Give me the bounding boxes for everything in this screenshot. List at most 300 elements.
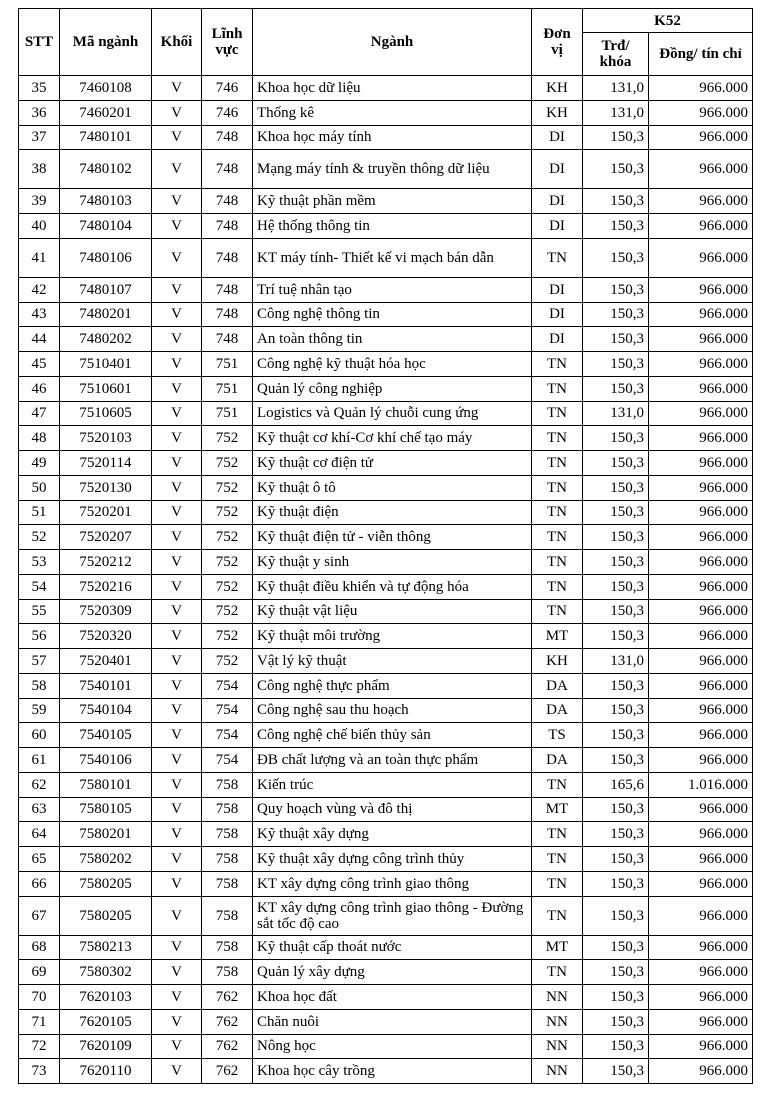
cell-nganh: Kỹ thuật cơ khí-Cơ khí chế tạo máy bbox=[253, 426, 532, 451]
table-row bbox=[19, 1034, 753, 1059]
header-khoi: Khối bbox=[152, 9, 202, 76]
cell-don-vi: DI bbox=[532, 277, 583, 302]
cell-trd-khoa: 150,3 bbox=[583, 238, 649, 277]
cell-khoi: V bbox=[152, 847, 202, 872]
cell-khoi: V bbox=[152, 214, 202, 239]
cell-dong-tin-chi: 966.000 bbox=[649, 935, 753, 960]
cell-trd-khoa: 150,3 bbox=[583, 125, 649, 150]
header-nganh: Ngành bbox=[253, 9, 532, 76]
header-group: K52 bbox=[583, 9, 753, 33]
cell-khoi: V bbox=[152, 822, 202, 847]
cell-trd-khoa: 150,3 bbox=[583, 698, 649, 723]
cell-don-vi: TN bbox=[532, 376, 583, 401]
cell-stt: 38 bbox=[19, 150, 60, 189]
cell-trd-khoa: 131,0 bbox=[583, 76, 649, 101]
cell-nganh: Công nghệ kỹ thuật hóa học bbox=[253, 352, 532, 377]
cell-linh-vuc: 758 bbox=[202, 822, 253, 847]
cell-stt: 50 bbox=[19, 475, 60, 500]
cell-stt: 68 bbox=[19, 935, 60, 960]
cell-nganh: Công nghệ sau thu hoạch bbox=[253, 698, 532, 723]
cell-ma-nganh: 7520320 bbox=[60, 624, 152, 649]
cell-khoi: V bbox=[152, 1034, 202, 1059]
cell-dong-tin-chi: 966.000 bbox=[649, 871, 753, 896]
header-stt: STT bbox=[19, 9, 60, 76]
cell-stt: 43 bbox=[19, 302, 60, 327]
cell-nganh: Nông học bbox=[253, 1034, 532, 1059]
cell-nganh: Kỹ thuật vật liệu bbox=[253, 599, 532, 624]
cell-nganh: Kỹ thuật xây dựng công trình thủy bbox=[253, 847, 532, 872]
cell-dong-tin-chi: 966.000 bbox=[649, 376, 753, 401]
table-row bbox=[19, 624, 753, 649]
cell-dong-tin-chi: 966.000 bbox=[649, 797, 753, 822]
cell-ma-nganh: 7580101 bbox=[60, 772, 152, 797]
table-row bbox=[19, 673, 753, 698]
cell-linh-vuc: 758 bbox=[202, 935, 253, 960]
cell-stt: 71 bbox=[19, 1009, 60, 1034]
cell-linh-vuc: 752 bbox=[202, 624, 253, 649]
cell-don-vi: DI bbox=[532, 302, 583, 327]
cell-ma-nganh: 7480106 bbox=[60, 238, 152, 277]
cell-trd-khoa: 150,3 bbox=[583, 723, 649, 748]
cell-stt: 63 bbox=[19, 797, 60, 822]
cell-stt: 48 bbox=[19, 426, 60, 451]
cell-don-vi: NN bbox=[532, 1034, 583, 1059]
cell-dong-tin-chi: 966.000 bbox=[649, 624, 753, 649]
cell-khoi: V bbox=[152, 896, 202, 935]
cell-linh-vuc: 752 bbox=[202, 451, 253, 476]
cell-dong-tin-chi: 966.000 bbox=[649, 125, 753, 150]
table-row bbox=[19, 475, 753, 500]
cell-trd-khoa: 150,3 bbox=[583, 352, 649, 377]
cell-khoi: V bbox=[152, 302, 202, 327]
cell-linh-vuc: 754 bbox=[202, 698, 253, 723]
cell-trd-khoa: 150,3 bbox=[583, 376, 649, 401]
cell-trd-khoa: 150,3 bbox=[583, 550, 649, 575]
cell-linh-vuc: 752 bbox=[202, 649, 253, 674]
cell-don-vi: NN bbox=[532, 985, 583, 1010]
cell-stt: 46 bbox=[19, 376, 60, 401]
cell-ma-nganh: 7480102 bbox=[60, 150, 152, 189]
cell-ma-nganh: 7520401 bbox=[60, 649, 152, 674]
cell-trd-khoa: 150,3 bbox=[583, 871, 649, 896]
cell-stt: 57 bbox=[19, 649, 60, 674]
cell-dong-tin-chi: 966.000 bbox=[649, 723, 753, 748]
cell-khoi: V bbox=[152, 150, 202, 189]
cell-ma-nganh: 7520201 bbox=[60, 500, 152, 525]
cell-don-vi: TN bbox=[532, 550, 583, 575]
table-row bbox=[19, 302, 753, 327]
cell-ma-nganh: 7620103 bbox=[60, 985, 152, 1010]
cell-khoi: V bbox=[152, 935, 202, 960]
cell-ma-nganh: 7540105 bbox=[60, 723, 152, 748]
cell-linh-vuc: 752 bbox=[202, 525, 253, 550]
table-row bbox=[19, 649, 753, 674]
cell-nganh: Kiến trúc bbox=[253, 772, 532, 797]
table-row bbox=[19, 500, 753, 525]
cell-nganh: Trí tuệ nhân tạo bbox=[253, 277, 532, 302]
cell-dong-tin-chi: 966.000 bbox=[649, 599, 753, 624]
cell-stt: 49 bbox=[19, 451, 60, 476]
cell-ma-nganh: 7580202 bbox=[60, 847, 152, 872]
cell-nganh: Kỹ thuật y sinh bbox=[253, 550, 532, 575]
cell-khoi: V bbox=[152, 352, 202, 377]
cell-trd-khoa: 150,3 bbox=[583, 1059, 649, 1084]
cell-dong-tin-chi: 966.000 bbox=[649, 475, 753, 500]
cell-stt: 37 bbox=[19, 125, 60, 150]
cell-ma-nganh: 7510601 bbox=[60, 376, 152, 401]
cell-don-vi: KH bbox=[532, 649, 583, 674]
cell-stt: 45 bbox=[19, 352, 60, 377]
cell-don-vi: DI bbox=[532, 189, 583, 214]
cell-dong-tin-chi: 1.016.000 bbox=[649, 772, 753, 797]
cell-nganh: Thống kê bbox=[253, 100, 532, 125]
cell-ma-nganh: 7480101 bbox=[60, 125, 152, 150]
table-row bbox=[19, 150, 753, 189]
cell-trd-khoa: 150,3 bbox=[583, 189, 649, 214]
cell-stt: 72 bbox=[19, 1034, 60, 1059]
cell-don-vi: TN bbox=[532, 525, 583, 550]
cell-linh-vuc: 754 bbox=[202, 673, 253, 698]
cell-khoi: V bbox=[152, 525, 202, 550]
table-row bbox=[19, 277, 753, 302]
cell-don-vi: TN bbox=[532, 574, 583, 599]
cell-stt: 36 bbox=[19, 100, 60, 125]
cell-don-vi: TN bbox=[532, 401, 583, 426]
cell-trd-khoa: 150,3 bbox=[583, 451, 649, 476]
table-row bbox=[19, 599, 753, 624]
cell-linh-vuc: 758 bbox=[202, 896, 253, 935]
table-row bbox=[19, 327, 753, 352]
cell-nganh: Kỹ thuật ô tô bbox=[253, 475, 532, 500]
cell-stt: 59 bbox=[19, 698, 60, 723]
table-row bbox=[19, 985, 753, 1010]
cell-trd-khoa: 150,3 bbox=[583, 1034, 649, 1059]
cell-ma-nganh: 7480103 bbox=[60, 189, 152, 214]
cell-linh-vuc: 758 bbox=[202, 797, 253, 822]
table-row bbox=[19, 401, 753, 426]
cell-ma-nganh: 7520114 bbox=[60, 451, 152, 476]
cell-dong-tin-chi: 966.000 bbox=[649, 302, 753, 327]
cell-nganh: Kỹ thuật điều khiển và tự động hóa bbox=[253, 574, 532, 599]
cell-don-vi: TN bbox=[532, 772, 583, 797]
cell-nganh: Khoa học đất bbox=[253, 985, 532, 1010]
cell-don-vi: TN bbox=[532, 500, 583, 525]
cell-dong-tin-chi: 966.000 bbox=[649, 550, 753, 575]
cell-linh-vuc: 751 bbox=[202, 376, 253, 401]
cell-linh-vuc: 762 bbox=[202, 985, 253, 1010]
cell-ma-nganh: 7580213 bbox=[60, 935, 152, 960]
cell-stt: 53 bbox=[19, 550, 60, 575]
cell-don-vi: DA bbox=[532, 748, 583, 773]
cell-dong-tin-chi: 966.000 bbox=[649, 352, 753, 377]
cell-nganh: Khoa học cây trồng bbox=[253, 1059, 532, 1084]
cell-linh-vuc: 762 bbox=[202, 1059, 253, 1084]
cell-trd-khoa: 150,3 bbox=[583, 525, 649, 550]
cell-trd-khoa: 150,3 bbox=[583, 748, 649, 773]
cell-nganh: Khoa học máy tính bbox=[253, 125, 532, 150]
cell-khoi: V bbox=[152, 401, 202, 426]
table-row bbox=[19, 376, 753, 401]
header-dong-tin-chi: Đồng/ tín chỉ bbox=[649, 33, 753, 76]
table-row bbox=[19, 772, 753, 797]
cell-stt: 67 bbox=[19, 896, 60, 935]
cell-ma-nganh: 7520130 bbox=[60, 475, 152, 500]
cell-ma-nganh: 7460201 bbox=[60, 100, 152, 125]
cell-ma-nganh: 7540106 bbox=[60, 748, 152, 773]
cell-dong-tin-chi: 966.000 bbox=[649, 985, 753, 1010]
cell-nganh: Mạng máy tính & truyền thông dữ liệu bbox=[253, 150, 532, 189]
cell-trd-khoa: 150,3 bbox=[583, 500, 649, 525]
cell-khoi: V bbox=[152, 574, 202, 599]
cell-trd-khoa: 150,3 bbox=[583, 960, 649, 985]
cell-stt: 44 bbox=[19, 327, 60, 352]
cell-nganh: Khoa học dữ liệu bbox=[253, 76, 532, 101]
cell-stt: 55 bbox=[19, 599, 60, 624]
cell-nganh: Logistics và Quản lý chuỗi cung ứng bbox=[253, 401, 532, 426]
cell-trd-khoa: 131,0 bbox=[583, 649, 649, 674]
cell-nganh: Kỹ thuật môi trường bbox=[253, 624, 532, 649]
table-row bbox=[19, 352, 753, 377]
cell-linh-vuc: 748 bbox=[202, 189, 253, 214]
cell-ma-nganh: 7520207 bbox=[60, 525, 152, 550]
table-row bbox=[19, 1059, 753, 1084]
cell-khoi: V bbox=[152, 426, 202, 451]
cell-trd-khoa: 131,0 bbox=[583, 100, 649, 125]
table-row bbox=[19, 574, 753, 599]
cell-nganh: Kỹ thuật phần mềm bbox=[253, 189, 532, 214]
table-row bbox=[19, 797, 753, 822]
cell-linh-vuc: 762 bbox=[202, 1034, 253, 1059]
cell-dong-tin-chi: 966.000 bbox=[649, 76, 753, 101]
cell-don-vi: TN bbox=[532, 960, 583, 985]
cell-stt: 47 bbox=[19, 401, 60, 426]
cell-khoi: V bbox=[152, 100, 202, 125]
cell-don-vi: TN bbox=[532, 238, 583, 277]
cell-stt: 52 bbox=[19, 525, 60, 550]
cell-don-vi: TN bbox=[532, 896, 583, 935]
cell-don-vi: NN bbox=[532, 1009, 583, 1034]
header-linh-vuc: Lĩnh vực bbox=[202, 9, 253, 76]
table-row bbox=[19, 451, 753, 476]
cell-linh-vuc: 754 bbox=[202, 723, 253, 748]
cell-dong-tin-chi: 966.000 bbox=[649, 327, 753, 352]
cell-trd-khoa: 150,3 bbox=[583, 985, 649, 1010]
table-row bbox=[19, 76, 753, 101]
cell-khoi: V bbox=[152, 189, 202, 214]
cell-dong-tin-chi: 966.000 bbox=[649, 1009, 753, 1034]
cell-trd-khoa: 150,3 bbox=[583, 475, 649, 500]
table-row bbox=[19, 426, 753, 451]
cell-nganh: Kỹ thuật điện tử - viễn thông bbox=[253, 525, 532, 550]
cell-trd-khoa: 165,6 bbox=[583, 772, 649, 797]
table-row bbox=[19, 748, 753, 773]
cell-khoi: V bbox=[152, 748, 202, 773]
cell-stt: 56 bbox=[19, 624, 60, 649]
cell-ma-nganh: 7520212 bbox=[60, 550, 152, 575]
cell-linh-vuc: 758 bbox=[202, 960, 253, 985]
cell-khoi: V bbox=[152, 723, 202, 748]
cell-nganh: Chăn nuôi bbox=[253, 1009, 532, 1034]
table-header bbox=[19, 9, 753, 76]
cell-linh-vuc: 758 bbox=[202, 847, 253, 872]
cell-nganh: Công nghệ thông tin bbox=[253, 302, 532, 327]
cell-linh-vuc: 754 bbox=[202, 748, 253, 773]
cell-stt: 70 bbox=[19, 985, 60, 1010]
cell-khoi: V bbox=[152, 649, 202, 674]
cell-stt: 42 bbox=[19, 277, 60, 302]
cell-ma-nganh: 7520103 bbox=[60, 426, 152, 451]
cell-stt: 41 bbox=[19, 238, 60, 277]
cell-ma-nganh: 7580205 bbox=[60, 896, 152, 935]
cell-khoi: V bbox=[152, 599, 202, 624]
cell-ma-nganh: 7620110 bbox=[60, 1059, 152, 1084]
cell-dong-tin-chi: 966.000 bbox=[649, 822, 753, 847]
cell-dong-tin-chi: 966.000 bbox=[649, 150, 753, 189]
cell-don-vi: TN bbox=[532, 822, 583, 847]
cell-nganh: Công nghệ chế biến thủy sản bbox=[253, 723, 532, 748]
cell-dong-tin-chi: 966.000 bbox=[649, 1034, 753, 1059]
cell-dong-tin-chi: 966.000 bbox=[649, 401, 753, 426]
cell-linh-vuc: 752 bbox=[202, 599, 253, 624]
cell-stt: 66 bbox=[19, 871, 60, 896]
cell-dong-tin-chi: 966.000 bbox=[649, 574, 753, 599]
table-row bbox=[19, 1009, 753, 1034]
cell-khoi: V bbox=[152, 1059, 202, 1084]
cell-khoi: V bbox=[152, 550, 202, 575]
table-row bbox=[19, 214, 753, 239]
cell-don-vi: TN bbox=[532, 599, 583, 624]
cell-ma-nganh: 7480104 bbox=[60, 214, 152, 239]
cell-linh-vuc: 748 bbox=[202, 327, 253, 352]
cell-don-vi: KH bbox=[532, 100, 583, 125]
cell-linh-vuc: 752 bbox=[202, 475, 253, 500]
cell-nganh: Quản lý xây dựng bbox=[253, 960, 532, 985]
cell-don-vi: TN bbox=[532, 847, 583, 872]
table-row bbox=[19, 550, 753, 575]
cell-khoi: V bbox=[152, 871, 202, 896]
cell-linh-vuc: 748 bbox=[202, 125, 253, 150]
cell-nganh: Quy hoạch vùng và đô thị bbox=[253, 797, 532, 822]
cell-linh-vuc: 752 bbox=[202, 550, 253, 575]
cell-ma-nganh: 7620109 bbox=[60, 1034, 152, 1059]
cell-linh-vuc: 748 bbox=[202, 277, 253, 302]
cell-trd-khoa: 150,3 bbox=[583, 624, 649, 649]
cell-khoi: V bbox=[152, 76, 202, 101]
cell-nganh: Kỹ thuật điện bbox=[253, 500, 532, 525]
cell-khoi: V bbox=[152, 797, 202, 822]
cell-trd-khoa: 150,3 bbox=[583, 214, 649, 239]
cell-khoi: V bbox=[152, 277, 202, 302]
table-row bbox=[19, 525, 753, 550]
cell-stt: 54 bbox=[19, 574, 60, 599]
cell-trd-khoa: 150,3 bbox=[583, 1009, 649, 1034]
cell-dong-tin-chi: 966.000 bbox=[649, 189, 753, 214]
cell-nganh: KT xây dựng công trình giao thông bbox=[253, 871, 532, 896]
tuition-table bbox=[18, 8, 753, 1084]
cell-nganh: KT xây dựng công trình giao thông - Đường sắt tốc độ cao bbox=[253, 896, 532, 935]
cell-trd-khoa: 150,3 bbox=[583, 822, 649, 847]
cell-khoi: V bbox=[152, 1009, 202, 1034]
cell-nganh: Kỹ thuật cấp thoát nước bbox=[253, 935, 532, 960]
cell-stt: 61 bbox=[19, 748, 60, 773]
cell-trd-khoa: 150,3 bbox=[583, 302, 649, 327]
cell-trd-khoa: 150,3 bbox=[583, 599, 649, 624]
cell-linh-vuc: 748 bbox=[202, 214, 253, 239]
cell-nganh: Hệ thống thông tin bbox=[253, 214, 532, 239]
cell-linh-vuc: 752 bbox=[202, 426, 253, 451]
cell-ma-nganh: 7480202 bbox=[60, 327, 152, 352]
cell-khoi: V bbox=[152, 624, 202, 649]
table-row bbox=[19, 698, 753, 723]
cell-don-vi: TN bbox=[532, 451, 583, 476]
cell-stt: 51 bbox=[19, 500, 60, 525]
cell-khoi: V bbox=[152, 673, 202, 698]
cell-stt: 64 bbox=[19, 822, 60, 847]
header-trd-khoa: Trđ/ khóa bbox=[583, 33, 649, 76]
cell-ma-nganh: 7540104 bbox=[60, 698, 152, 723]
cell-nganh: Kỹ thuật cơ điện tử bbox=[253, 451, 532, 476]
cell-linh-vuc: 746 bbox=[202, 76, 253, 101]
cell-trd-khoa: 150,3 bbox=[583, 426, 649, 451]
cell-dong-tin-chi: 966.000 bbox=[649, 100, 753, 125]
cell-linh-vuc: 748 bbox=[202, 150, 253, 189]
table-row bbox=[19, 960, 753, 985]
cell-khoi: V bbox=[152, 451, 202, 476]
cell-linh-vuc: 762 bbox=[202, 1009, 253, 1034]
cell-stt: 62 bbox=[19, 772, 60, 797]
cell-dong-tin-chi: 966.000 bbox=[649, 649, 753, 674]
cell-khoi: V bbox=[152, 376, 202, 401]
cell-ma-nganh: 7620105 bbox=[60, 1009, 152, 1034]
cell-dong-tin-chi: 966.000 bbox=[649, 426, 753, 451]
cell-don-vi: MT bbox=[532, 624, 583, 649]
cell-linh-vuc: 748 bbox=[202, 238, 253, 277]
table-row bbox=[19, 238, 753, 277]
table-row bbox=[19, 847, 753, 872]
table-row bbox=[19, 935, 753, 960]
cell-trd-khoa: 150,3 bbox=[583, 277, 649, 302]
cell-ma-nganh: 7480201 bbox=[60, 302, 152, 327]
cell-don-vi: MT bbox=[532, 935, 583, 960]
cell-trd-khoa: 150,3 bbox=[583, 327, 649, 352]
cell-ma-nganh: 7460108 bbox=[60, 76, 152, 101]
table-row bbox=[19, 189, 753, 214]
cell-don-vi: TN bbox=[532, 871, 583, 896]
cell-don-vi: TN bbox=[532, 426, 583, 451]
cell-dong-tin-chi: 966.000 bbox=[649, 238, 753, 277]
cell-dong-tin-chi: 966.000 bbox=[649, 1059, 753, 1084]
cell-dong-tin-chi: 966.000 bbox=[649, 277, 753, 302]
cell-don-vi: DA bbox=[532, 673, 583, 698]
cell-don-vi: DI bbox=[532, 150, 583, 189]
cell-linh-vuc: 758 bbox=[202, 772, 253, 797]
cell-trd-khoa: 150,3 bbox=[583, 935, 649, 960]
cell-khoi: V bbox=[152, 500, 202, 525]
cell-linh-vuc: 748 bbox=[202, 302, 253, 327]
cell-khoi: V bbox=[152, 960, 202, 985]
cell-nganh: Vật lý kỹ thuật bbox=[253, 649, 532, 674]
cell-stt: 73 bbox=[19, 1059, 60, 1084]
cell-nganh: Công nghệ thực phẩm bbox=[253, 673, 532, 698]
cell-don-vi: TN bbox=[532, 352, 583, 377]
cell-trd-khoa: 150,3 bbox=[583, 896, 649, 935]
cell-nganh: Quản lý công nghiệp bbox=[253, 376, 532, 401]
cell-khoi: V bbox=[152, 698, 202, 723]
cell-don-vi: DI bbox=[532, 125, 583, 150]
cell-linh-vuc: 752 bbox=[202, 500, 253, 525]
cell-don-vi: MT bbox=[532, 797, 583, 822]
cell-dong-tin-chi: 966.000 bbox=[649, 698, 753, 723]
